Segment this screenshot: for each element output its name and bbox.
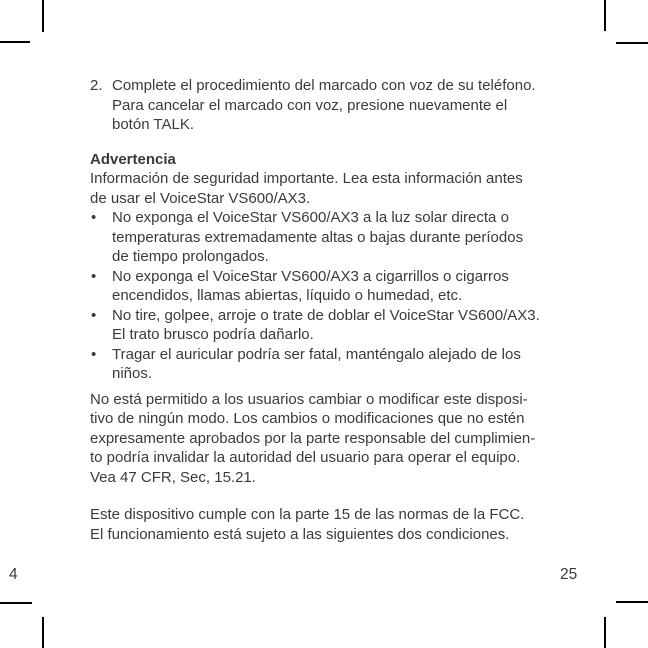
warning-heading: Advertencia [90,150,176,168]
bullet-line: El trato brusco podría dañarlo. [112,326,314,343]
bullet-marker: • [91,345,97,363]
crop-mark-top-left-vertical [42,0,44,32]
step-number: 2. [90,77,103,94]
bullet-marker: • [91,209,97,226]
step-item [90,76,580,135]
bullet-line-text: No tire, golpee, arroje o trate de doblar el VoiceStar VS600/AX3. [112,306,540,324]
crop-mark-top-left-horizontal [0,41,30,43]
bullet-line [90,306,580,326]
bullet-line: temperaturas extremadamente altas o bajas durante períodos [112,228,524,246]
fcc-paragraph [90,505,580,544]
step-line-text: Complete el procedimiento del marcado con voz de su teléfono. [112,77,536,94]
bullet-marker: • [91,267,97,285]
paragraph-line: Vea 47 CFR, Sec, 15.21. [90,468,256,486]
paragraph-line: Este dispositivo cumple con la parte 15 de las normas de la FCC. [90,506,525,523]
warning-intro-line: Información de seguridad importante. Lea esta información antes [90,170,523,187]
bullet-line [90,345,580,365]
bullet-line: niños. [112,365,153,382]
paragraph-line: El funcionamiento está sujeto a las siguientes dos condiciones. [90,525,510,543]
modification-paragraph [90,390,580,488]
crop-mark-bottom-left-vertical [42,617,44,648]
step-line: Para cancelar el marcado con voz, presione nuevamente el [112,96,508,114]
page-number: 25 [560,566,578,583]
paragraph-line: expresamente aprobados por la parte responsable del cumplimien- [90,429,536,447]
crop-mark-top-right-horizontal [616,42,648,44]
bullet-item [90,208,580,267]
step-line: botón TALK. [112,116,195,133]
body-text [90,76,580,544]
bullet-item [90,345,580,384]
paragraph-line: No está permitido a los usuarios cambiar o modificar este disposi- [90,390,528,408]
bullet-line-text: No exponga el VoiceStar VS600/AX3 a la luz solar directa o [112,209,509,226]
paragraph-line: to podría invalidar la autoridad del usuario para operar el equipo. [90,449,521,466]
bullet-line [90,208,580,228]
bullet-item [90,267,580,306]
crop-mark-bottom-right-horizontal [616,601,648,603]
bullet-line: encendidos, llamas abiertas, líquido o humedad, etc. [112,287,463,304]
warning-section [90,150,580,384]
bullet-line: de tiempo prolongados. [112,248,269,265]
bullet-line [90,267,580,287]
page-number-left-fragment: 4 [9,566,18,583]
paragraph-line: tivo de ningún modo. Los cambios o modificaciones que no estén [90,410,525,427]
bullet-marker: • [91,306,97,324]
warning-intro-line: de usar el VoiceStar VS600/AX3. [90,189,311,207]
crop-mark-bottom-left-horizontal [0,602,32,604]
bullet-item [90,306,580,345]
bullet-line-text: No exponga el VoiceStar VS600/AX3 a cigarrillos o cigarros [112,267,509,285]
bullet-line-text: Tragar el auricular podría ser fatal, manténgalo alejado de los [112,345,521,363]
step-line [90,76,580,96]
crop-mark-top-right-vertical [604,0,606,31]
crop-mark-bottom-right-vertical [604,617,606,648]
